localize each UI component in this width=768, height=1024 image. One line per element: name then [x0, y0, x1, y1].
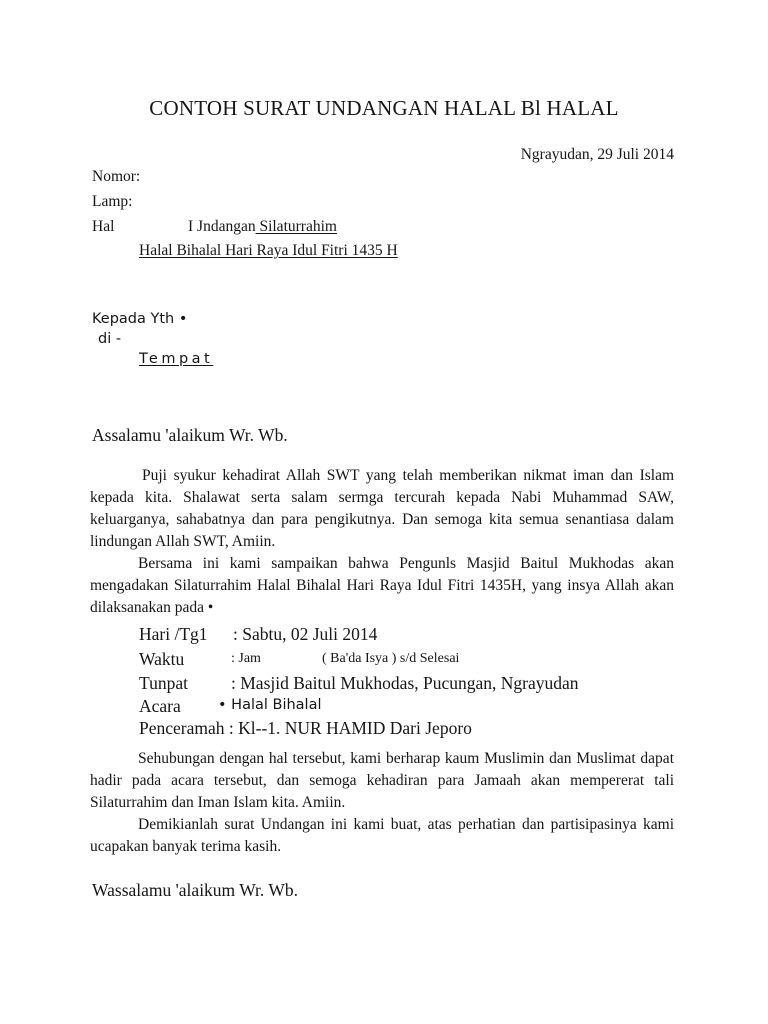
- hal-subject-line2: Halal Bihalal Hari Raya Idul Fitri 1435 H: [139, 242, 398, 259]
- detail-place-label: Tunpat: [139, 673, 188, 693]
- detail-speaker: Penceramah : Kl--1. NUR HAMID Dari Jeporo: [139, 718, 472, 738]
- recipient-di: di -: [98, 331, 122, 347]
- paragraph-hope-text: Sehubungan dengan hal tersebut, kami berharap kaum Muslimin dan Muslimat dapat hadir pada acara tersebut, dan semoga kehadiran para Jamaah akan mempererat tali Silaturrahim dan Iman Islam kita. Amiin.: [90, 750, 674, 811]
- detail-time-jam: : Jam: [231, 651, 261, 666]
- detail-time-label: Waktu: [139, 649, 185, 669]
- nomor-label: Nomor:: [92, 168, 141, 185]
- detail-date-label: Hari /Tg1: [139, 624, 208, 644]
- hal-subject: [188, 218, 337, 236]
- detail-place-value: : Masjid Baitul Mukhodas, Pucungan, Ngrayudan: [231, 673, 579, 693]
- paragraph-announcement-text: Bersama ini kami sampaikan bahwa Pengunls Masjid Baitul Mukhodas akan mengadakan Silaturrahim Halal Bihalal Hari Raya Idul Fitri 1435H, yang insya Allah akan dilaksanakan pada •: [90, 555, 674, 616]
- letter-title: CONTOH SURAT UNDANGAN HALAL Bl HALAL: [149, 96, 619, 120]
- paragraph-announcement: [90, 553, 674, 619]
- paragraph-thanks: [90, 814, 674, 858]
- hal-subject-b: Silaturrahim: [255, 218, 337, 235]
- closing-salutation: Wassalamu 'alaikum Wr. Wb.: [92, 880, 298, 900]
- hal-label: Hal: [92, 218, 115, 235]
- recipient-line: Kepada Yth •: [92, 311, 188, 327]
- detail-time-value: ( Ba'da Isya ) s/d Selesai: [322, 651, 460, 666]
- paragraph-opening-text: Puji syukur kehadirat Allah SWT yang telah memberikan nikmat iman dan Islam kepada kita. Shalawat serta salam sermga tercurah kepada Nabi Muhammad SAW, keluarganya, sahabatnya dan para pengikutnya. Dan semoga kita semua senantiasa dalam lindungan Allah SWT, Amiin.: [90, 467, 674, 550]
- paragraph-opening: [90, 465, 674, 553]
- lamp-label: Lamp:: [92, 193, 133, 210]
- detail-event-value: • Halal Bihalal: [218, 697, 322, 713]
- greeting: Assalamu 'alaikum Wr. Wb.: [92, 425, 288, 445]
- detail-date-value: : Sabtu, 02 Juli 2014: [233, 624, 378, 644]
- recipient-place: Tempat: [139, 351, 214, 367]
- hal-subject-a: I Jndangan: [188, 218, 256, 235]
- detail-event-label: Acara: [139, 696, 181, 716]
- letter-date: Ngrayudan, 29 Juli 2014: [520, 146, 674, 163]
- paragraph-thanks-text: Demikianlah surat Undangan ini kami buat, atas perhatian dan partisipasinya kami ucapakan banyak terima kasih.: [90, 816, 674, 855]
- paragraph-hope: [90, 748, 674, 814]
